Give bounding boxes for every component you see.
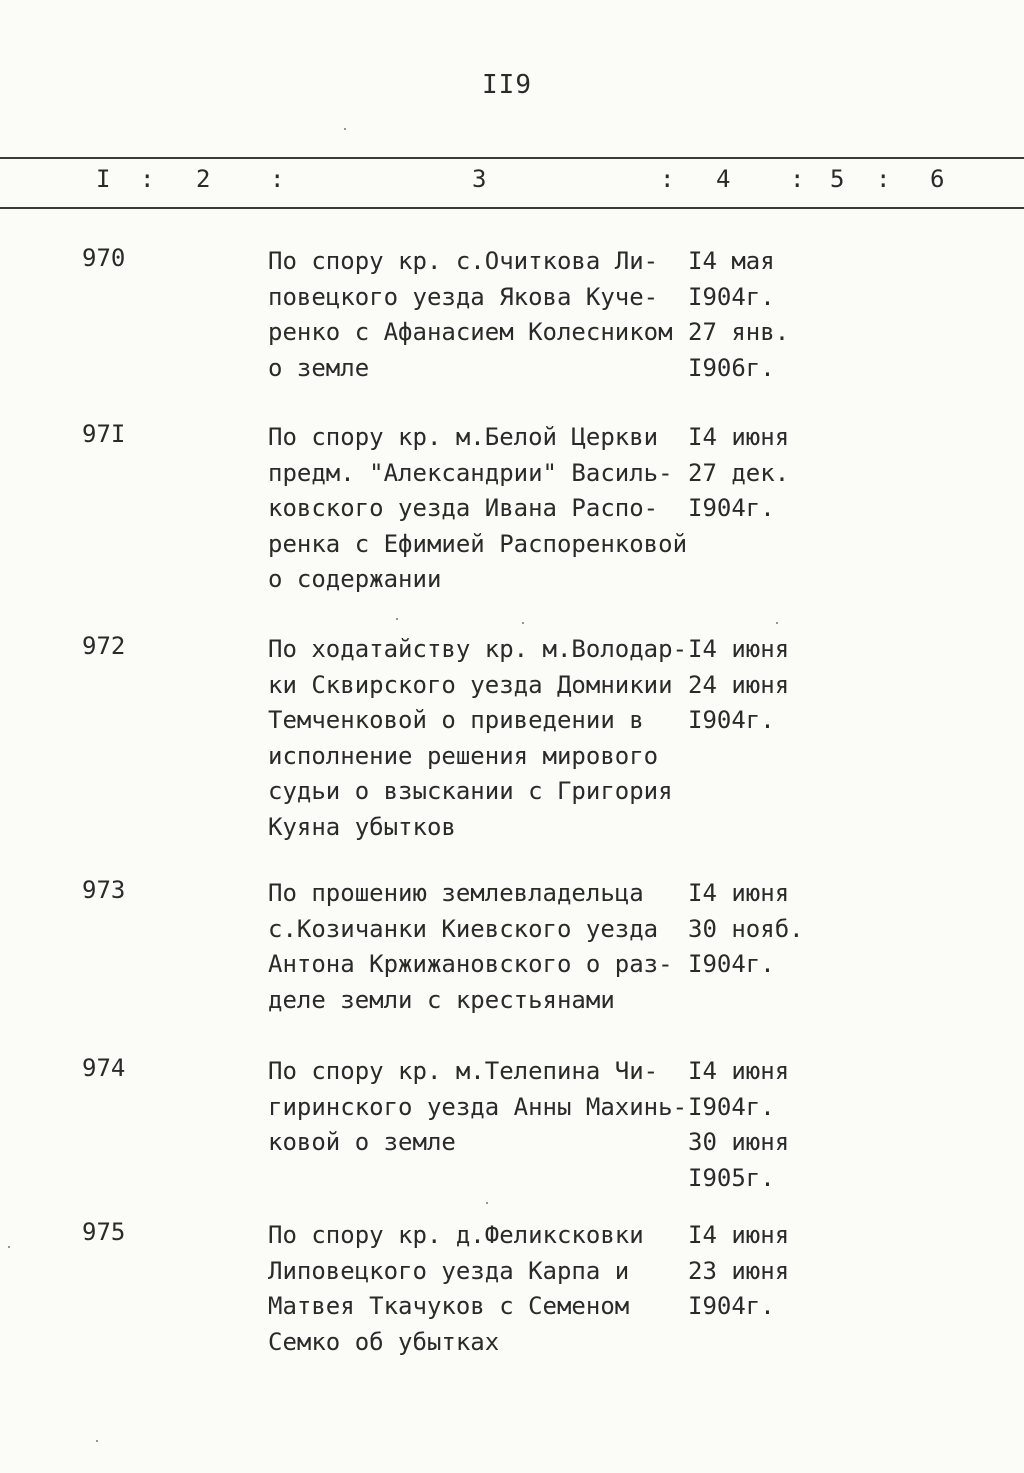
entry-description xyxy=(268,632,708,845)
description-line: ренка с Ефимией Распоренковой xyxy=(268,529,688,558)
scan-speck xyxy=(486,1202,488,1204)
column-separator: : xyxy=(140,165,155,193)
scan-speck xyxy=(522,622,524,624)
description-line: По прошению землевладельца xyxy=(268,879,644,907)
description-line: По спору кр. м.Телепина Чи- xyxy=(268,1057,659,1085)
description-line: ковского уезда Ивана Распо- xyxy=(268,494,659,522)
description-line: предм. "Александрии" Василь- xyxy=(268,458,673,487)
description-line: ки Сквирского уезда Домникии xyxy=(268,670,673,699)
date-line: I4 мая xyxy=(688,247,775,275)
entry-description xyxy=(268,1054,708,1161)
entry-description xyxy=(268,420,708,598)
column-header-3: 3 xyxy=(472,165,487,193)
description-line: Матвея Ткачуков с Семеном xyxy=(268,1292,630,1320)
column-header-6: 6 xyxy=(930,165,945,193)
description-line: По спору кр. д.Феликсковки xyxy=(268,1221,644,1249)
header-top-rule xyxy=(0,157,1024,159)
date-line: I906г. xyxy=(688,353,775,382)
column-header-1: I xyxy=(96,165,111,193)
description-line: Семко об убытках xyxy=(268,1327,500,1356)
column-separator: : xyxy=(790,165,805,193)
description-line: повецкого уезда Якова Куче- xyxy=(268,282,659,311)
entry-number: 970 xyxy=(82,244,126,272)
date-line: I4 июня xyxy=(688,635,790,663)
date-line: I904г. xyxy=(688,282,775,311)
scan-speck xyxy=(396,618,398,620)
description-line: Антона Кржижановского о раз- xyxy=(268,950,673,978)
entry-dates xyxy=(688,876,828,983)
description-line: о земле xyxy=(268,353,370,382)
date-line: 23 июня xyxy=(688,1256,790,1285)
date-line: 30 июня xyxy=(688,1128,790,1156)
entry-number: 97I xyxy=(82,420,126,448)
column-separator: : xyxy=(660,165,675,193)
date-line: I4 июня xyxy=(688,1057,790,1085)
description-line: По ходатайству кр. м.Володар- xyxy=(268,635,688,663)
date-line: 24 июня xyxy=(688,670,790,699)
entry-number: 973 xyxy=(82,876,126,904)
column-separator: : xyxy=(270,165,285,193)
description-line: гиринского уезда Анны Махинь- xyxy=(268,1092,688,1121)
column-header-5: 5 xyxy=(830,165,845,193)
column-header-4: 4 xyxy=(716,165,731,193)
description-line: с.Козичанки Киевского уезда xyxy=(268,914,659,943)
date-line: I4 июня xyxy=(688,879,790,907)
date-line: I904г. xyxy=(688,1092,775,1121)
date-line: I904г. xyxy=(688,1292,775,1320)
description-line: исполнение решения мирового xyxy=(268,741,659,770)
scan-speck xyxy=(8,1246,10,1248)
description-line: По спору кр. с.Очиткова Ли- xyxy=(268,247,659,275)
date-line: 27 дек. xyxy=(688,458,790,487)
description-line: судьи о взыскании с Григория xyxy=(268,777,673,805)
description-line: Куяна убытков xyxy=(268,812,456,841)
description-line: Темченковой о приведении в xyxy=(268,706,644,734)
entry-number: 975 xyxy=(82,1218,126,1246)
entry-number: 972 xyxy=(82,632,126,660)
scan-speck xyxy=(96,1440,98,1442)
date-line: I904г. xyxy=(688,706,775,734)
description-line: По спору кр. м.Белой Церкви xyxy=(268,423,659,451)
page-number: II9 xyxy=(482,70,532,100)
scan-speck xyxy=(344,128,346,130)
entry-description xyxy=(268,876,708,1018)
date-line: 30 нояб. xyxy=(688,914,804,943)
entry-description xyxy=(268,1218,708,1360)
description-line: о содержании xyxy=(268,565,442,593)
entry-description xyxy=(268,244,708,386)
date-line: I905г. xyxy=(688,1163,775,1192)
column-header-2: 2 xyxy=(196,165,211,193)
entry-dates xyxy=(688,632,828,739)
scan-speck xyxy=(776,622,778,624)
date-line: 27 янв. xyxy=(688,318,790,346)
description-line: ренко с Афанасием Колесником xyxy=(268,318,673,346)
date-line: I4 июня xyxy=(688,423,790,451)
header-bottom-rule xyxy=(0,207,1024,209)
entry-dates xyxy=(688,1218,828,1325)
column-separator: : xyxy=(876,165,891,193)
date-line: I904г. xyxy=(688,494,775,522)
description-line: деле земли с крестьянами xyxy=(268,985,615,1014)
date-line: I4 июня xyxy=(688,1221,790,1249)
date-line: I904г. xyxy=(688,950,775,978)
entry-dates xyxy=(688,244,828,386)
description-line: Липовецкого уезда Карпа и xyxy=(268,1256,630,1285)
description-line: ковой о земле xyxy=(268,1128,456,1156)
entry-number: 974 xyxy=(82,1054,126,1082)
entry-dates xyxy=(688,1054,828,1196)
entry-dates xyxy=(688,420,828,527)
